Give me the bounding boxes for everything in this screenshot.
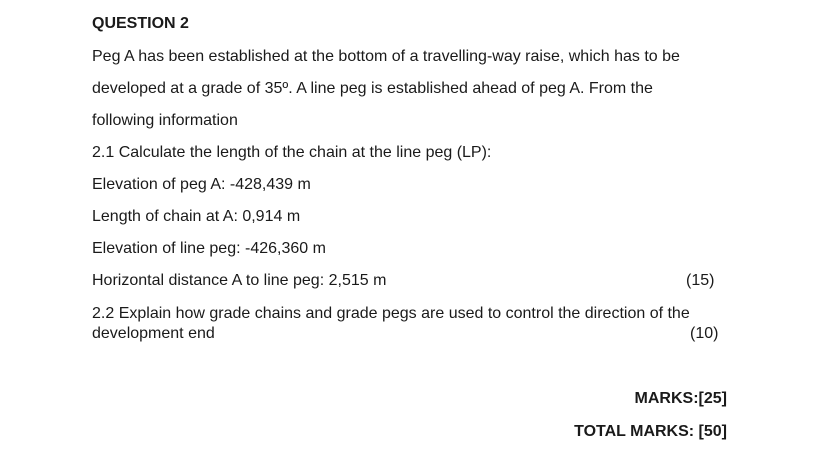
given-horizontal-distance: Horizontal distance A to line peg: 2,515 m: [92, 272, 387, 289]
question-heading: QUESTION 2: [92, 15, 189, 32]
given-elevation-line-peg: Elevation of line peg: -426,360 m: [92, 240, 326, 257]
part2-line-1: 2.2 Explain how grade chains and grade pegs are used to control the direction of the: [92, 305, 690, 322]
intro-line-1: Peg A has been established at the bottom of a travelling-way raise, which has to be: [92, 48, 680, 65]
given-chain-length-a: Length of chain at A: 0,914 m: [92, 208, 301, 225]
part1-marks: (15): [686, 272, 715, 289]
part2-marks: (10): [690, 325, 719, 342]
intro-line-2: developed at a grade of 35º. A line peg is established ahead of peg A. From the: [92, 80, 653, 97]
marks-subtotal: MARKS:[25]: [634, 390, 727, 407]
intro-line-3: following information: [92, 112, 238, 129]
part1-prompt: 2.1 Calculate the length of the chain at the line peg (LP):: [92, 144, 492, 161]
total-marks: TOTAL MARKS: [50]: [574, 423, 727, 440]
given-elevation-peg-a: Elevation of peg A: -428,439 m: [92, 176, 311, 193]
part2-line-2: development end: [92, 325, 215, 342]
